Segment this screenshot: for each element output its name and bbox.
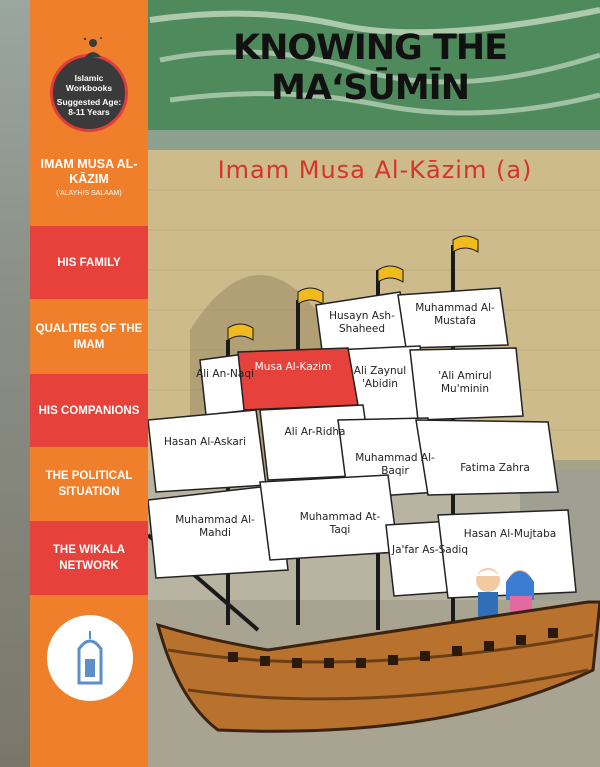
sail-muhammad-mustafa: Muhammad Al-Mustafa xyxy=(415,302,495,327)
cover-title: KNOWING THE MA‘SŪMĪN xyxy=(232,28,508,108)
cover-subtitle: Imam Musa Al-Kāzim (a) xyxy=(217,156,533,184)
nav-companions[interactable] xyxy=(30,374,148,447)
badge-age: Suggested Age: 8-11 Years xyxy=(56,97,122,117)
sidebar-title-sub: ('ALAYHIS SALAAM) xyxy=(56,190,122,197)
nav-label: HIS COMPANIONS xyxy=(38,404,140,417)
sail-muhammad-baqir: Muhammad Al-Baqir xyxy=(355,452,435,477)
mosque-logo-icon xyxy=(47,615,133,701)
sail-hasan-mujtaba: Hasan Al-Mujtaba xyxy=(463,528,557,540)
publisher-logo xyxy=(47,615,133,701)
sail-ali-naqi: Ali An-Naqi xyxy=(196,368,254,380)
badge-series: Islamic Workbooks xyxy=(65,73,113,93)
nav-label: THE POLITICAL SITUATION xyxy=(45,470,133,498)
left-decorative-strip xyxy=(0,0,30,767)
nav-his-family[interactable] xyxy=(30,226,148,299)
nav-label: HIS FAMILY xyxy=(57,256,121,269)
age-badge xyxy=(50,54,128,132)
sail-muhammad-taqi: Muhammad At-Taqi xyxy=(299,511,381,536)
reading-child-icon xyxy=(81,35,105,59)
sail-fatima-zahra: Fatima Zahra xyxy=(460,462,530,474)
sail-ali-zaynul-abidin: Ali Zaynul 'Abidin xyxy=(353,365,407,390)
nav-qualities[interactable] xyxy=(30,299,148,374)
sidebar-title xyxy=(30,157,148,197)
sail-jafar-sadiq: Ja'far As-Sadiq xyxy=(392,544,468,556)
nav-label: QUALITIES OF THE IMAM xyxy=(35,322,143,351)
sail-muhammad-mahdi: Muhammad Al-Mahdi xyxy=(175,514,255,539)
sail-ali-ridha: Ali Ar-Ridha xyxy=(284,426,346,438)
sail-husayn: Husayn Ash-Shaheed xyxy=(329,310,395,335)
sail-musa-kazim: Musa Al-Kazim xyxy=(254,361,332,373)
sail-hasan-askari: Hasan Al-Askari xyxy=(163,436,247,448)
nav-wikala-network[interactable] xyxy=(30,521,148,595)
nav-label: THE WIKALA NETWORK xyxy=(52,544,126,572)
sidebar-title-text: IMAM MUSA AL-KĀZIM xyxy=(40,157,138,186)
nav-political-situation[interactable] xyxy=(30,447,148,521)
sail-ali-amirul-muminin: 'Ali Amirul Mu'minin xyxy=(438,370,492,395)
